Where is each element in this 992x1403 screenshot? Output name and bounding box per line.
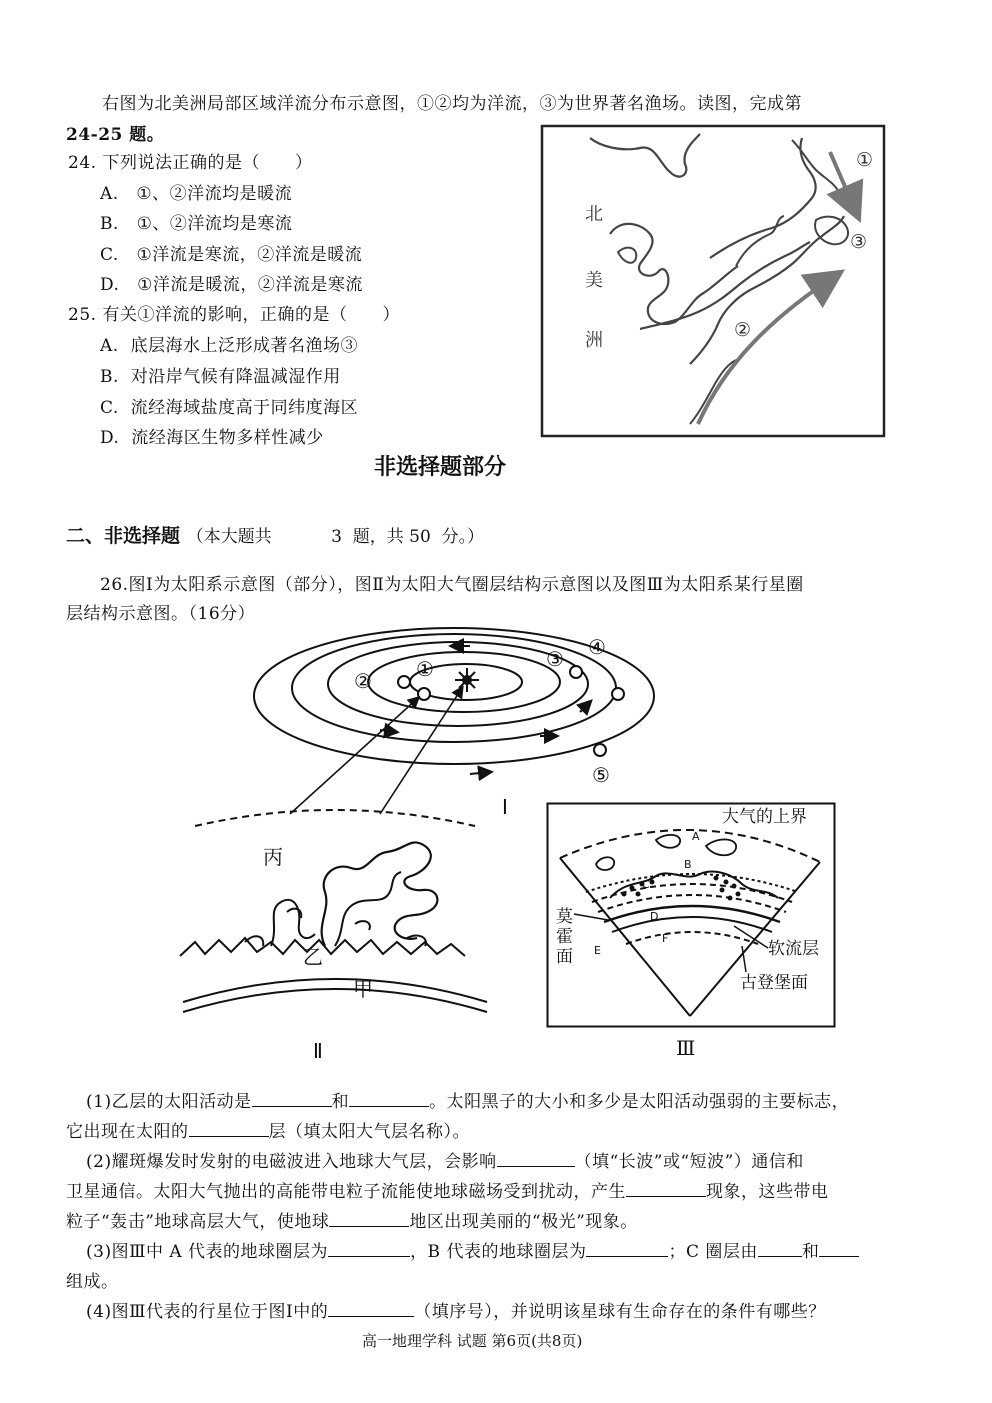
svg-text:C: C: [642, 878, 650, 891]
current-2-label: ②: [734, 319, 752, 341]
svg-text:⑤: ⑤: [592, 763, 610, 787]
answer-blank[interactable]: [328, 1302, 414, 1317]
sub-question-1-line-1: (1)乙层的太阳活动是 和 。太阳黑子的大小和多少是太阳活动强弱的主要标志，: [86, 1092, 850, 1112]
answer-blank[interactable]: [819, 1242, 859, 1257]
svg-text:③: ③: [546, 647, 564, 671]
fishery-label: ③: [850, 231, 868, 253]
svg-text:A: A: [692, 830, 700, 843]
q24-option-d: D. ①洋流是暖流，②洋流是寒流: [100, 275, 363, 295]
svg-text:④: ④: [588, 635, 606, 659]
svg-text:①: ①: [416, 657, 434, 681]
answer-blank[interactable]: [329, 1212, 409, 1227]
page-footer: 高一地理学科 试题 第6页(共8页): [362, 1332, 583, 1350]
svg-text:D: D: [650, 910, 659, 923]
sub-question-3-line-2: 组成。: [66, 1272, 119, 1292]
svg-text:②: ②: [354, 669, 372, 693]
sub-question-3-line-1: (3)图Ⅲ中 A 代表的地球圈层为 ，B 代表的地球圈层为 ；C 圈层由 和: [86, 1237, 859, 1262]
svg-text:B: B: [684, 858, 692, 871]
q25-stem: 25. 有关①洋流的影响，正确的是（ ）: [68, 305, 400, 325]
q25-option-c: C. 流经海域盐度高于同纬度海区: [100, 398, 359, 418]
svg-text:洲: 洲: [585, 330, 603, 351]
jia-label: 甲: [353, 977, 373, 1001]
answer-blank[interactable]: [252, 1092, 332, 1107]
atmosphere-top-label: 大气的上界: [722, 807, 807, 827]
figure-1-caption: Ⅰ: [502, 795, 508, 819]
answer-blank[interactable]: [586, 1242, 668, 1257]
yi-label: 乙: [303, 945, 323, 969]
sub-question-2-line-2: 卫星通信。太阳大气抛出的高能带电粒子流能使地球磁场受到扰动，产生 现象，这些带电: [66, 1182, 829, 1202]
sub-question-4: (4)图Ⅲ代表的行星位于图Ⅰ中的 （填序号），并说明该星球有生命存在的条件有哪些？: [86, 1302, 826, 1322]
svg-text:E: E: [594, 944, 601, 957]
q25-option-b: B. 对沿岸气候有降温减湿作用: [100, 367, 341, 387]
answer-blank[interactable]: [497, 1152, 575, 1167]
answer-blank[interactable]: [328, 1242, 410, 1257]
bing-label: 丙: [263, 845, 283, 869]
current-1-label: ①: [856, 149, 874, 171]
section-2-heading: 二、非选择题 （本大题共 3 题，共 50 分。）: [66, 525, 485, 547]
asthenosphere-label: 软流层: [768, 939, 819, 959]
sub-question-2-line-1: (2)耀斑爆发时发射的电磁波进入地球大气层，会影响 （填“长波”或“短波”）通信和: [86, 1152, 804, 1172]
q26-line-1: 26.图Ⅰ为太阳系示意图（部分），图Ⅱ为太阳大气圈层结构示意图以及图Ⅲ为太阳系某行星圈: [100, 575, 804, 595]
planet-3: [570, 666, 582, 678]
q26-line-2: 层结构示意图。（16分）: [66, 604, 256, 624]
q24-option-a: A. ①、②洋流均是暖流: [100, 184, 293, 204]
answer-blank[interactable]: [189, 1122, 269, 1137]
figure-3-caption: Ⅲ: [676, 1036, 696, 1060]
planet-4: [612, 688, 624, 700]
figure-3-planet-layers: [546, 802, 838, 1030]
svg-text:北: 北: [585, 204, 603, 225]
sun-icon: [455, 668, 479, 692]
planet-1: [418, 688, 430, 700]
section-title: 非选择题部分: [374, 455, 507, 480]
answer-blank[interactable]: [626, 1182, 706, 1197]
sub-question-1-line-2: 它出现在太阳的 层（填太阳大气层名称）。: [66, 1122, 470, 1142]
q24-option-b: B. ①、②洋流均是寒流: [100, 214, 293, 234]
planet-5: [594, 744, 606, 756]
svg-text:美: 美: [585, 270, 603, 291]
planet-2: [398, 676, 410, 688]
q25-option-a: A. 底层海水上泛形成著名渔场③: [100, 336, 358, 356]
q24-option-c: C. ①洋流是寒流，②洋流是暖流: [100, 245, 363, 265]
q25-option-d: D. 流经海区生物多样性减少: [100, 428, 324, 448]
ocean-current-map: [540, 124, 886, 440]
svg-text:面: 面: [556, 947, 573, 967]
answer-blank[interactable]: [349, 1092, 429, 1107]
moho-label: [556, 907, 573, 967]
intro-line-1: 右图为北美洲局部区域洋流分布示意图，①②均为洋流，③为世界著名渔场。读图，完成第: [102, 94, 802, 114]
answer-blank[interactable]: [758, 1242, 802, 1257]
intro-line-2: 24-25 题。: [66, 125, 165, 145]
gutenberg-label: 古登堡面: [740, 973, 808, 993]
q24-stem: 24. 下列说法正确的是（ ）: [68, 153, 313, 173]
figure-2-caption: Ⅱ: [313, 1039, 323, 1063]
sub-question-2-line-3: 粒子“轰击”地球高层大气，使地球 地区出现美丽的“极光”现象。: [66, 1212, 638, 1232]
figure-2-sun-atmosphere: [175, 806, 495, 1066]
svg-text:莫: 莫: [556, 907, 573, 927]
svg-text:F: F: [662, 932, 669, 945]
svg-text:霍: 霍: [556, 927, 573, 947]
